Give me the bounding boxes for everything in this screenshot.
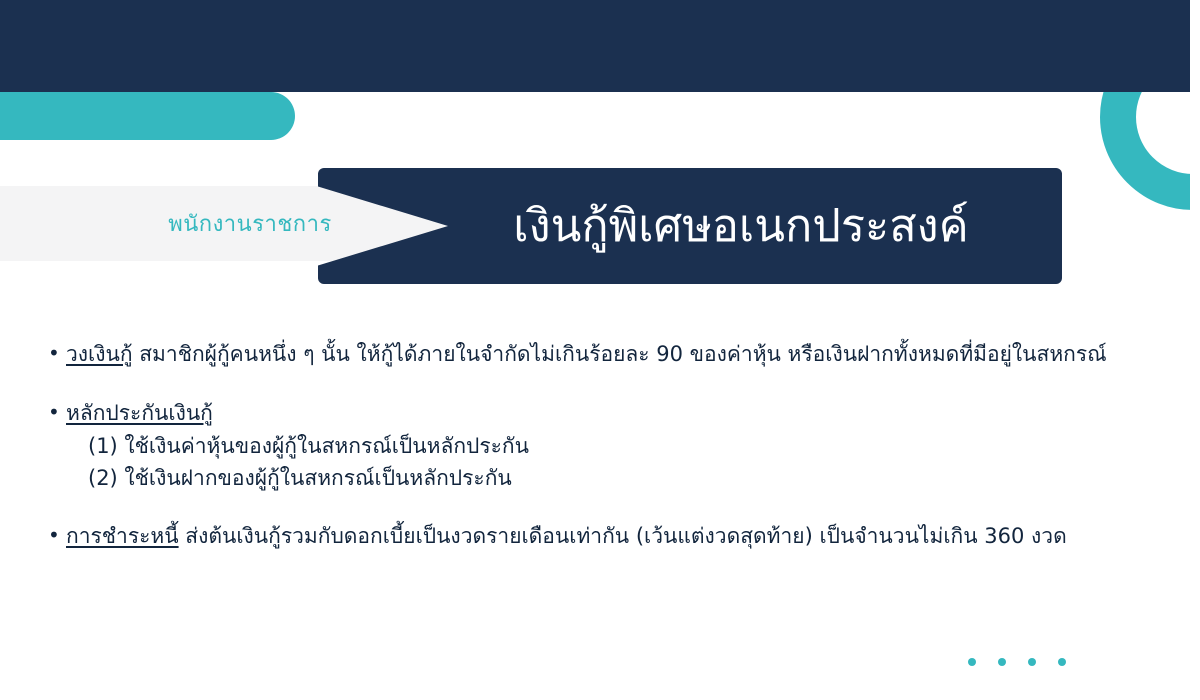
dot-icon [968, 658, 976, 666]
top-navy-band [0, 0, 1200, 92]
dot-icon [1058, 658, 1066, 666]
dot-icon [998, 658, 1006, 666]
bullet-marker: • [48, 341, 60, 365]
list-item [48, 520, 1188, 553]
bullet-subline: (1) ใช้เงินค่าหุ้นของผู้กู้ในสหกรณ์เป็นหลักประกัน [88, 434, 529, 458]
slide-subtitle: พนักงานราชการ [168, 212, 332, 237]
page-title: เงินกู้พิเศษอเนกประสงค์ [513, 199, 969, 253]
bullet-rest: สมาชิกผู้กู้คนหนึ่ง ๆ นั้น ให้กู้ได้ภายในจำกัดไม่เกินร้อยละ 90 ของค่าหุ้น หรือเงินฝากทั้งหมดที่มีอยู่ในสหกรณ์ [132, 342, 1107, 366]
list-item [48, 397, 1188, 494]
bullet-rest: ส่งต้นเงินกู้รวมกับดอกเบี้ยเป็นงวดรายเดือนเท่ากัน (เว้นแต่งวดสุดท้าย) เป็นจำนวนไม่เกิน 360 งวด [178, 524, 1067, 548]
bullet-text [66, 397, 1188, 494]
body-content [48, 338, 1188, 579]
bullet-text [66, 520, 1188, 553]
ring-mask [1190, 0, 1200, 230]
dot-icon [1028, 658, 1036, 666]
teal-rounded-bar [0, 92, 295, 140]
bullet-marker: • [48, 523, 60, 547]
bullet-subline: (2) ใช้เงินฝากของผู้กู้ในสหกรณ์เป็นหลักประกัน [88, 466, 512, 490]
bullet-lead: การชำระหนี้ [66, 524, 179, 548]
bullet-text [66, 338, 1188, 371]
bullet-marker: • [48, 400, 60, 424]
list-item [48, 338, 1188, 371]
bullet-lead: วงเงินกู้ [66, 342, 133, 366]
bullet-lead: หลักประกันเงินกู้ [66, 401, 213, 425]
decorative-dot-grid [968, 658, 1066, 666]
